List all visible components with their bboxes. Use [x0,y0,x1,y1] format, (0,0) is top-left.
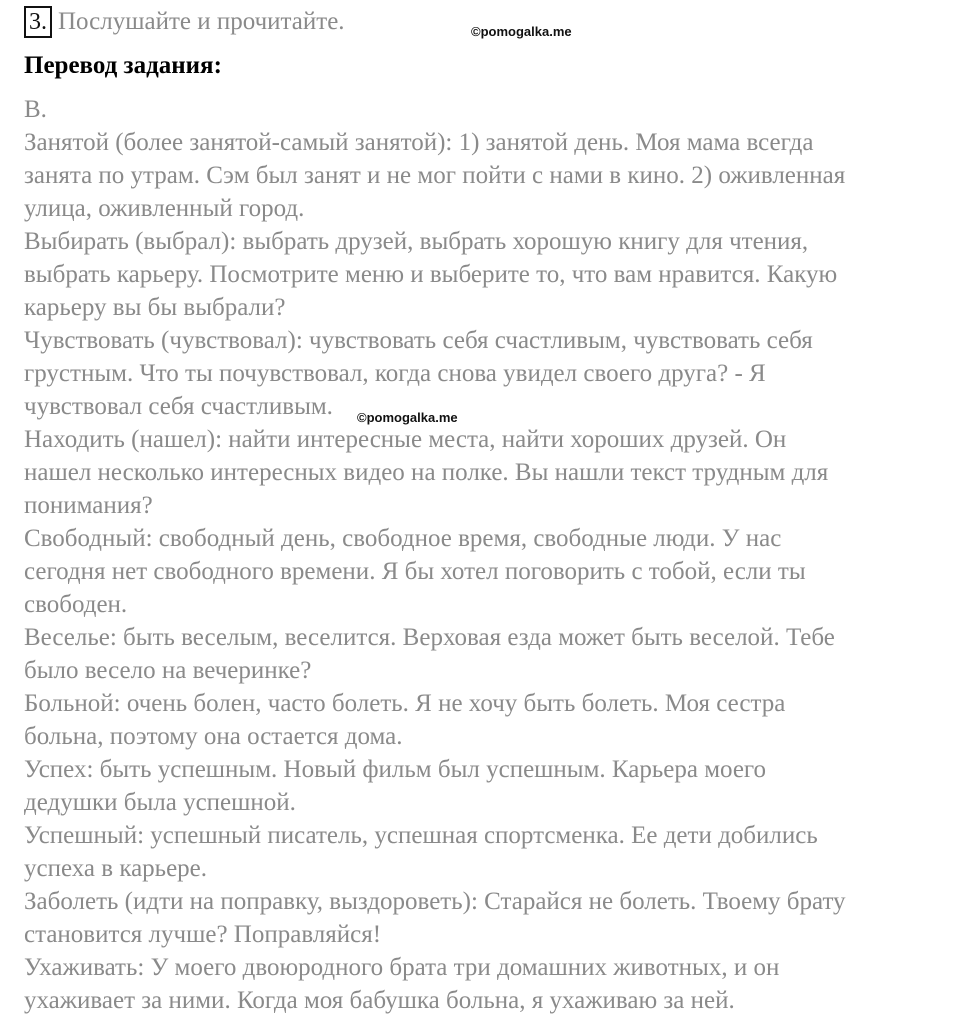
watermark-middle: ©pomogalka.me [357,410,458,425]
text-line: ухаживает за ними. Когда моя бабушка больна, я ухаживаю за ней. [24,987,735,1014]
text-line: Веселье: быть веселым, веселится. Верховая езда может быть веселой. Тебе [24,624,835,651]
task-instruction: Послушайте и прочитайте. [58,8,345,35]
text-line: нашел несколько интересных видео на полке. Вы нашли текст трудным для [24,459,829,486]
text-line: больна, поэтому она остается дома. [24,723,403,750]
text-line: Находить (нашел): найти интересные места, найти хороших друзей. Он [24,426,787,453]
translation-heading: Перевод задания: [24,52,222,79]
text-line: дедушки была успешной. [24,789,296,816]
watermark-top: ©pomogalka.me [471,24,572,39]
text-line: понимания? [24,492,153,519]
task-header [24,4,345,40]
text-line: Чувствовать (чувствовал): чувствовать себя счастливым, чувствовать себя [24,327,813,354]
text-line: становится лучше? Поправляйся! [24,921,382,948]
text-line: Занятой (более занятой-самый занятой): 1) занятой день. Моя мама всегда [24,129,814,156]
text-line: Заболеть (идти на поправку, выздороветь): Старайся не болеть. Твоему брату [24,888,846,915]
translation-text [24,93,924,1017]
text-line: Успех: быть успешным. Новый фильм был успешным. Карьера моего [24,756,767,783]
text-line: Свободный: свободный день, свободное время, свободные люди. У нас [24,525,782,552]
text-line: чувствовал себя счастливым. [24,393,333,420]
text-line: улица, оживленный город. [24,195,305,222]
task-number-box: 3. [24,6,52,38]
text-line: выбрать карьеру. Посмотрите меню и выберите то, что вам нравится. Какую [24,261,838,288]
text-line: успеха в карьере. [24,855,208,882]
text-line: Больной: очень болен, часто болеть. Я не хочу быть болеть. Моя сестра [24,690,786,717]
text-line: B. [24,96,47,123]
text-line: карьеру вы бы выбрали? [24,294,286,321]
text-line: занята по утрам. Сэм был занят и не мог пойти с нами в кино. 2) оживленная [24,162,846,189]
text-line: Выбирать (выбрал): выбрать друзей, выбрать хорошую книгу для чтения, [24,228,809,255]
text-line: сегодня нет свободного времени. Я бы хотел поговорить с тобой, если ты [24,558,806,585]
text-line: Ухаживать: У моего двоюродного брата три домашних животных, и он [24,954,780,981]
text-line: Успешный: успешный писатель, успешная спортсменка. Ее дети добились [24,822,818,849]
text-line: грустным. Что ты почувствовал, когда снова увидел своего друга? - Я [24,360,766,387]
text-line: было весело на вечеринке? [24,657,312,684]
text-line: свободен. [24,591,128,618]
